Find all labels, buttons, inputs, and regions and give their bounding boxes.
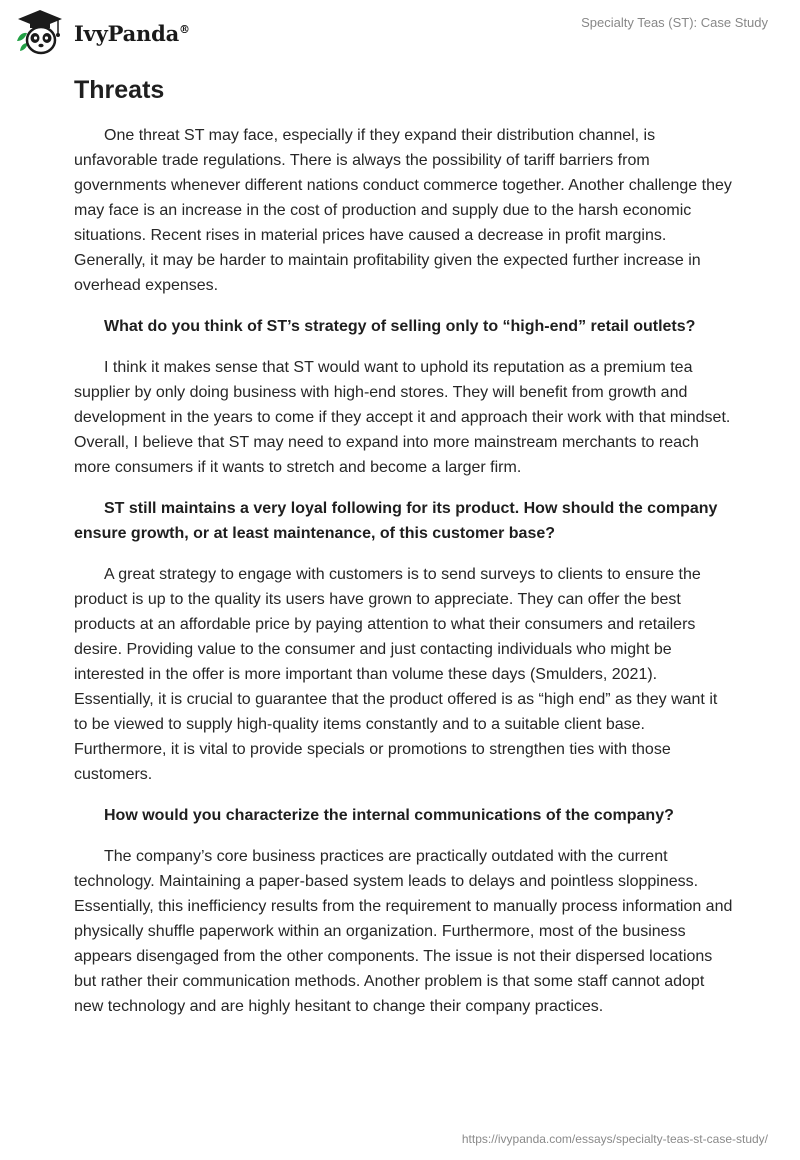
logo-wordmark: IvyPanda	[74, 20, 180, 46]
paragraph-threats: One threat ST may face, especially if they expand their distribution channel, is unfavorable trade regulations. There is always the possibility of tariff barriers from governments whenever different nations conduct commerce together. Another challenge they may face is an increase in the cost of production and supply due to the harsh economic situations. Recent rises in material prices have caused a decrease in profit margins. Generally, it may be harder to maintain profitability given the expected further increase in overhead expenses.	[74, 127, 732, 294]
section-heading: Threats	[74, 76, 165, 104]
footer-url[interactable]: https://ivypanda.com/essays/specialty-teas-st-case-study/	[461, 1132, 768, 1146]
logo[interactable]	[14, 8, 190, 58]
logo-text	[74, 21, 190, 46]
document-title: Specialty Teas (ST): Case Study	[581, 15, 768, 30]
registered-mark: ®	[179, 22, 190, 36]
panda-graduate-icon	[14, 8, 66, 58]
page-header	[0, 0, 800, 70]
question-customer-base: ST still maintains a very loyal following for its product. How should the company ensure growth, or at least maintenance, of this customer base?	[74, 500, 718, 542]
question-high-end-strategy: What do you think of ST’s strategy of selling only to “high-end” retail outlets?	[104, 318, 696, 335]
question-internal-communications: How would you characterize the internal communications of the company?	[104, 807, 674, 824]
essay-content	[74, 70, 734, 1035]
paragraph-internal-communications-answer: The company’s core business practices are practically outdated with the current technology. Maintaining a paper-based system leads to delays and pointless sloppiness. Essentially, this inefficiency results from the requirement to manually process information and physically shuffle paperwork within an organization. Furthermore, most of the business appears disengaged from the other components. The issue is not their dispersed locations but rather their communication methods. Another problem is that some staff cannot adopt new technology and are highly hesitant to change their company practices.	[74, 848, 733, 1015]
paragraph-customer-base-answer: A great strategy to engage with customers is to send surveys to clients to ensure the product is up to the quality its users have grown to appreciate. They can offer the best products at an affordable price by paying attention to what their consumers and retailers desire. Providing value to the consumer and just contacting individuals who might be interested in the offer is more important than volume these days (Smulders, 2021). Essentially, it is crucial to guarantee that the product offered is as “high end” as they want it to be viewed to supply high-quality items constantly and to a suitable client base. Furthermore, it is vital to provide specials or promotions to strengthen ties with those customers.	[74, 566, 718, 783]
paragraph-high-end-answer: I think it makes sense that ST would want to uphold its reputation as a premium tea supplier by only doing business with high-end stores. They will benefit from growth and development in the years to come if they accept it and approach their work with that mindset. Overall, I believe that ST may need to expand into more mainstream merchants to reach more consumers if it wants to stretch and become a larger firm.	[74, 359, 731, 476]
